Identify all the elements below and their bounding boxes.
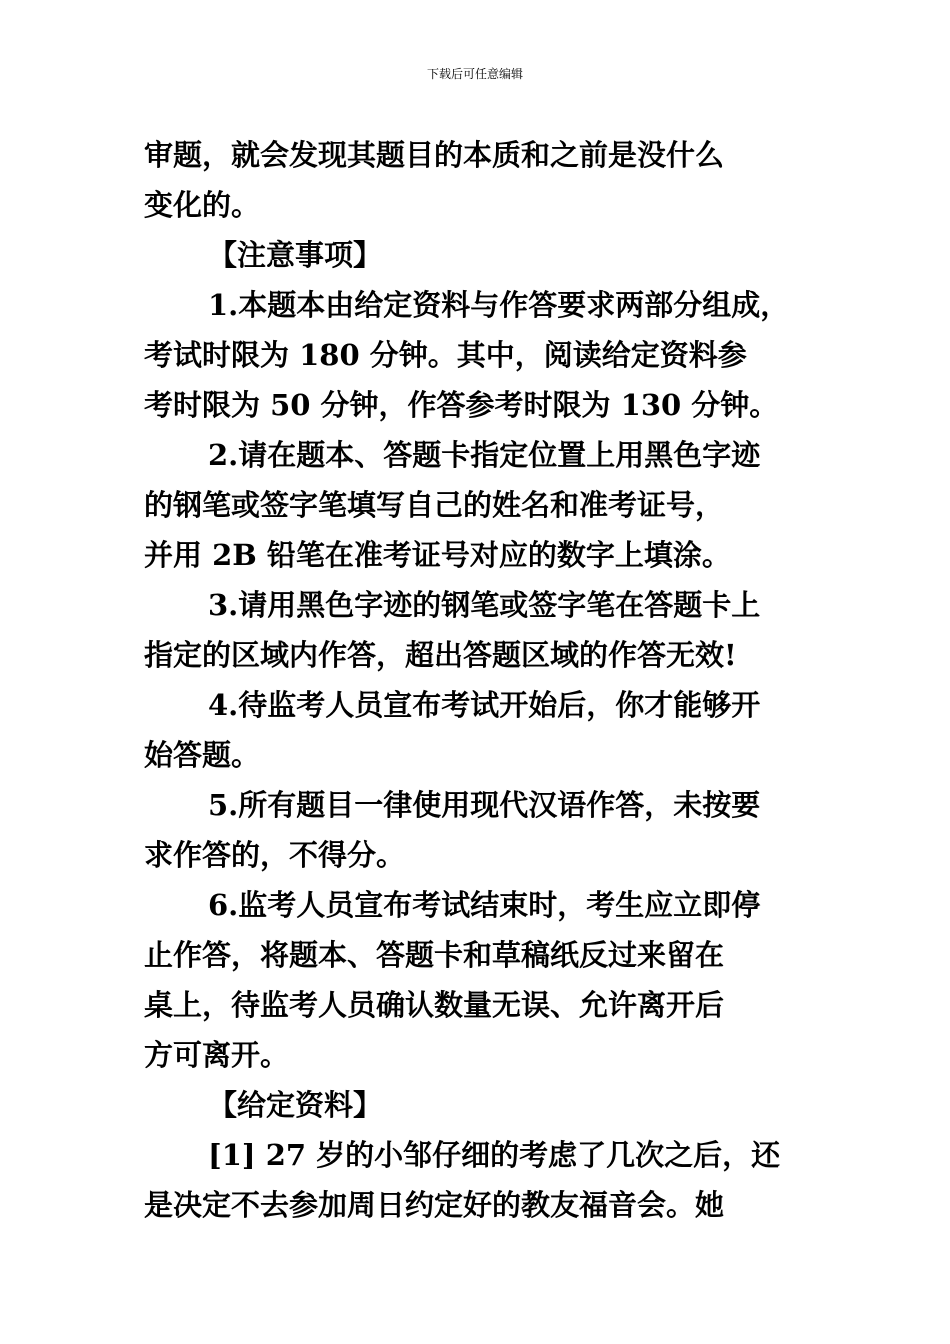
text-line: 指定的区域内作答，超出答题区域的作答无效! xyxy=(144,638,737,672)
text-line: 3.请用黑色字迹的钢笔或签字笔在答题卡上 xyxy=(208,588,761,622)
text-line: 方可离开。 xyxy=(144,1038,290,1072)
text-line: 6.监考人员宣布考试结束时，考生应立即停 xyxy=(208,888,761,922)
text-line: 始答题。 xyxy=(144,738,261,772)
text-line: 5.所有题目一律使用现代汉语作答，未按要 xyxy=(208,788,761,822)
text-line: [1] 27 岁的小邹仔细的考虑了几次之后，还 xyxy=(208,1138,781,1172)
text-line: 止作答，将题本、答题卡和草稿纸反过来留在 xyxy=(144,938,725,972)
document-body xyxy=(144,130,810,1230)
text-line: 2.请在题本、答题卡指定位置上用黑色字迹 xyxy=(208,438,761,472)
text-line: 是决定不去参加周日约定好的教友福音会。她 xyxy=(144,1188,725,1222)
text-line: 4.待监考人员宣布考试开始后，你才能够开 xyxy=(208,688,761,722)
section-heading-notes: 【注意事项】 xyxy=(208,238,383,272)
section-heading-materials: 【给定资料】 xyxy=(208,1088,383,1122)
text-line: 桌上，待监考人员确认数量无误、允许离开后 xyxy=(144,988,725,1022)
text-line: 求作答的，不得分。 xyxy=(144,838,406,872)
page-header: 下载后可任意编辑 xyxy=(426,67,523,81)
text-line: 考时限为 50 分钟，作答参考时限为 130 分钟。 xyxy=(144,388,779,422)
text-line: 审题，就会发现其题目的本质和之前是没什么 xyxy=(144,138,725,172)
text-line: 的钢笔或签字笔填写自己的姓名和准考证号， xyxy=(144,488,725,522)
text-line: 考试时限为 180 分钟。其中，阅读给定资料参 xyxy=(144,338,747,372)
text-line: 并用 2B 铅笔在准考证号对应的数字上填涂。 xyxy=(144,538,731,572)
text-line: 1.本题本由给定资料与作答要求两部分组成， xyxy=(208,288,790,322)
text-line: 变化的。 xyxy=(144,188,261,222)
